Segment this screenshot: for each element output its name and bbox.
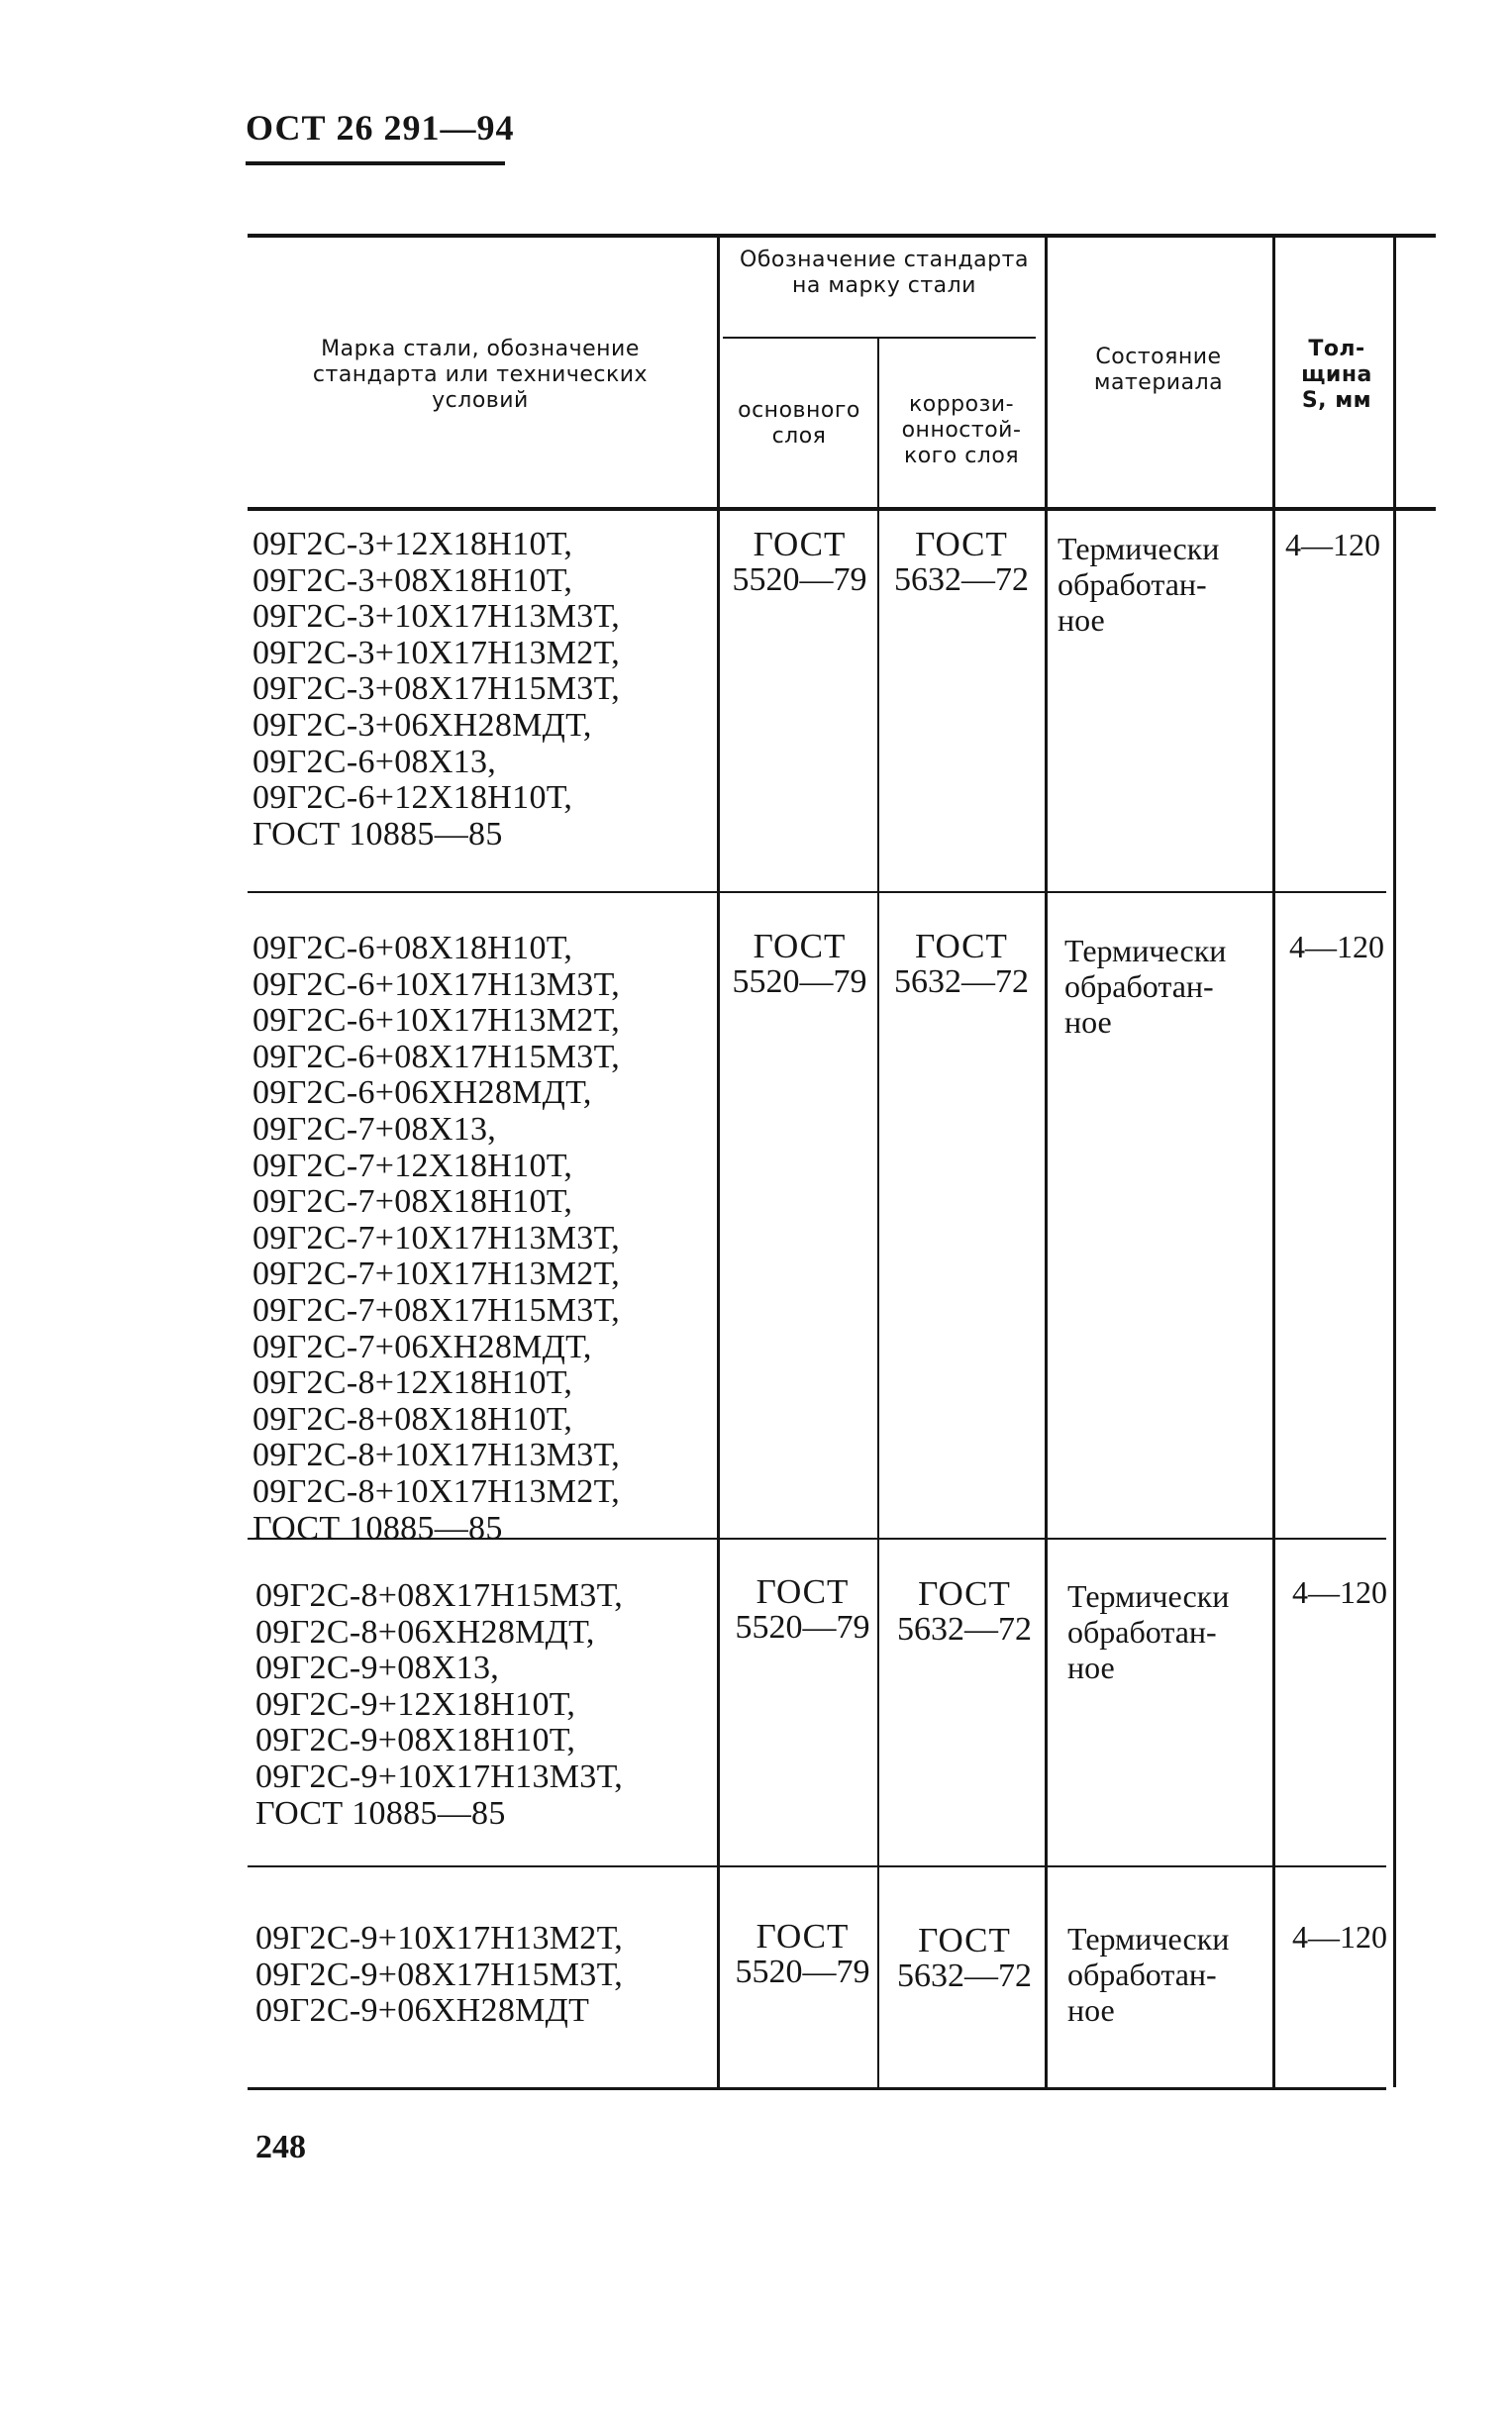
column-divider-2: [877, 339, 879, 2087]
table-row-2-corrosion-standard: [881, 929, 1042, 1000]
corrosion-standard-name: ГОСТ: [915, 525, 1008, 563]
table-row-3-base-standard: [726, 1574, 879, 1646]
table-row-2-grades: 09Г2С-6+08Х18Н10Т, 09Г2С-6+10Х17Н13М3Т, 09Г2С-6+10Х17Н13М2Т, 09Г2С-6+08Х17Н15М3Т, 09Г2С-6+06ХН28МДТ, 09Г2С-7+08Х13, 09Г2С-7+12Х18Н10Т, 09Г2С-7+08Х18Н10Т, 09Г2С-7+10Х17Н13М3Т, 09Г2С-7+10Х17Н13М2Т, 09Г2С-7+08Х17Н15М3Т, 09Г2С-7+06ХН28МДТ, 09Г2С-8+12Х18Н10Т, 09Г2С-8+08Х18Н10Т, 09Г2С-8+10Х17Н13М3Т, 09Г2С-8+10Х17Н13М2Т, ГОСТ 10885—85: [252, 930, 621, 1547]
base-standard-name: ГОСТ: [753, 525, 847, 563]
column-header-base-layer: основного слоя: [738, 398, 860, 449]
column-divider-4: [1272, 238, 1275, 2087]
table-row-4-base-standard: [726, 1919, 879, 1990]
table-row-3-state: Термически обработан- ное: [1067, 1578, 1230, 1685]
table-row-4-grades: 09Г2С-9+10Х17Н13М2Т, 09Г2С-9+08Х17Н15М3Т, 09Г2С-9+06ХН28МДТ: [255, 1920, 624, 2030]
table-row-1-state: Термически обработан- ное: [1058, 531, 1220, 638]
column-divider-5: [1393, 238, 1396, 2087]
table-row-1-thickness: 4—120: [1285, 527, 1380, 562]
table-row-3-thickness: 4—120: [1292, 1574, 1387, 1610]
header-bottom-rule: [248, 507, 1436, 511]
table-row-2-base-standard: [723, 929, 876, 1000]
corrosion-standard-number: 5632—72: [897, 1611, 1032, 1648]
table-row-3-grades: 09Г2С-8+08Х17Н15М3Т, 09Г2С-8+06ХН28МДТ, 09Г2С-9+08Х13, 09Г2С-9+12Х18Н10Т, 09Г2С-9+08Х18Н10Т, 09Г2С-9+10Х17Н13М3Т, ГОСТ 10885—85: [255, 1577, 624, 1832]
base-standard-name: ГОСТ: [753, 927, 847, 965]
table-row-1-corrosion-standard: [881, 527, 1042, 598]
base-standard-number: 5520—79: [735, 1609, 870, 1646]
table-row-4-thickness: 4—120: [1292, 1919, 1387, 1955]
column-header-grade: Марка стали, обозначение стандарта или технических условий: [312, 337, 649, 413]
column-header-corrosion-layer: коррози- онностой- кого слоя: [901, 392, 1022, 468]
corrosion-standard-number: 5632—72: [897, 1958, 1032, 1994]
table-bottom-rule: [248, 2087, 1386, 2090]
corrosion-standard-number: 5632—72: [894, 963, 1029, 1000]
row-separator-1: [248, 891, 1386, 893]
document-header: ОСТ 26 291—94: [246, 108, 515, 148]
table-row-4-corrosion-standard: [884, 1923, 1045, 1994]
page-number: 248: [255, 2129, 306, 2165]
column-header-designation: Обозначение стандарта на марку стали: [740, 248, 1029, 298]
base-standard-number: 5520—79: [732, 561, 867, 598]
column-divider-3: [1045, 238, 1048, 2087]
base-standard-number: 5520—79: [735, 1954, 870, 1990]
header-group-divider: [723, 337, 1036, 339]
corrosion-standard-name: ГОСТ: [915, 927, 1008, 965]
table-row-3-corrosion-standard: [884, 1576, 1045, 1648]
corrosion-standard-number: 5632—72: [894, 561, 1029, 598]
table-row-2-state: Термически обработан- ное: [1064, 933, 1227, 1040]
corrosion-standard-name: ГОСТ: [918, 1574, 1011, 1613]
table-row-1-grades: 09Г2С-3+12Х18Н10Т, 09Г2С-3+08Х18Н10Т, 09Г2С-3+10Х17Н13М3Т, 09Г2С-3+10Х17Н13М2Т, 09Г2С-3+08Х17Н15М3Т, 09Г2С-3+06ХН28МДТ, 09Г2С-6+08Х13, 09Г2С-6+12Х18Н10Т, ГОСТ 10885—85: [252, 526, 621, 853]
column-header-state: Состояние материала: [1093, 345, 1224, 395]
column-header-thickness: Тол- щина S, мм: [1301, 337, 1372, 413]
table-row-1-base-standard: [723, 527, 876, 598]
corrosion-standard-name: ГОСТ: [918, 1921, 1011, 1959]
row-separator-3: [248, 1865, 1386, 1867]
base-standard-name: ГОСТ: [756, 1572, 850, 1611]
header-underline: [246, 161, 505, 165]
base-standard-name: ГОСТ: [756, 1917, 850, 1956]
base-standard-number: 5520—79: [732, 963, 867, 1000]
table-row-2-thickness: 4—120: [1289, 929, 1384, 964]
column-divider-1: [717, 238, 720, 2087]
table-top-rule: [248, 234, 1436, 238]
table-row-4-state: Термически обработан- ное: [1067, 1921, 1230, 2028]
